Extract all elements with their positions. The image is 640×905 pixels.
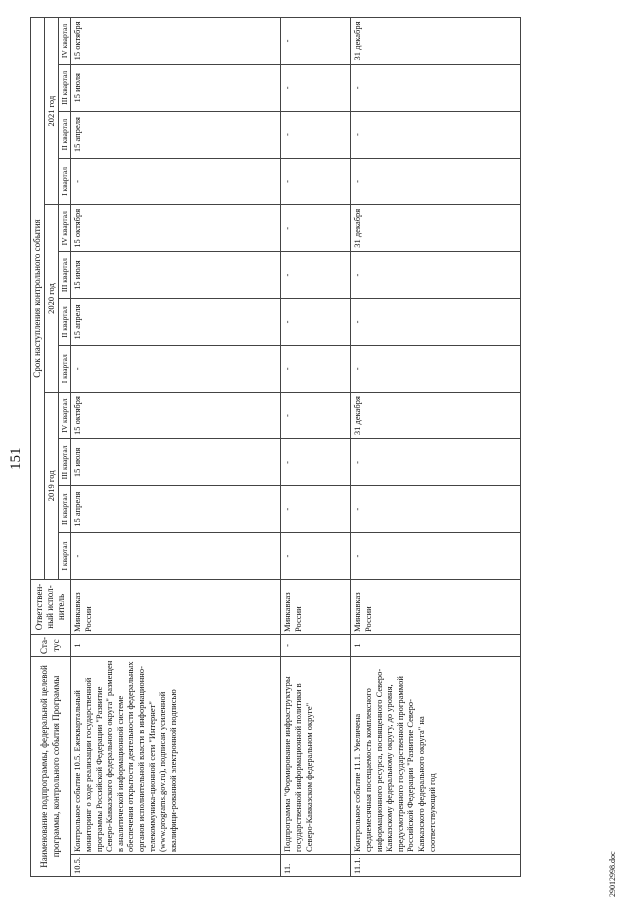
row-name: Подпрограмма "Формирование инфраструктуры государственной информационной политики в Северо-Кавказском федеральном округе" — [281, 656, 351, 854]
row-number: 11.1. — [351, 855, 521, 877]
row-quarter-value: - — [281, 392, 351, 439]
row-quarter-value: - — [351, 111, 521, 158]
row-quarter-value: 15 июля — [71, 252, 281, 299]
row-quarter-value: 15 апреля — [71, 299, 281, 346]
row-quarter-value: - — [281, 439, 351, 486]
row-quarter-value: - — [281, 345, 351, 392]
header-quarter: I квартал — [58, 158, 70, 205]
header-quarter: II квартал — [58, 299, 70, 346]
header-quarter: III квартал — [58, 64, 70, 111]
header-name: Наименование подпрограммы, федеральной целевой программы, контрольного события Программы — [31, 656, 71, 876]
table-row — [351, 18, 521, 877]
row-quarter-value: 15 июля — [71, 64, 281, 111]
row-quarter-value: 31 декабря — [351, 392, 521, 439]
row-quarter-value: 15 октября — [71, 205, 281, 252]
header-quarter: IV квартал — [58, 205, 70, 252]
table-row — [71, 18, 281, 877]
header-quarter: I квартал — [58, 533, 70, 580]
row-quarter-value: - — [281, 18, 351, 65]
row-quarter-value: - — [71, 533, 281, 580]
row-quarter-value: - — [351, 486, 521, 533]
row-quarter-value: - — [281, 64, 351, 111]
document-id: 29012998.doc — [608, 851, 617, 897]
row-quarter-value: - — [281, 158, 351, 205]
row-quarter-value: - — [281, 486, 351, 533]
row-quarter-value: - — [71, 345, 281, 392]
header-deadline: Срок наступления контрольного события — [31, 18, 45, 580]
row-quarter-value: - — [351, 64, 521, 111]
row-quarter-value: - — [351, 252, 521, 299]
header-quarter: III квартал — [58, 439, 70, 486]
row-quarter-value: - — [281, 111, 351, 158]
row-quarter-value: - — [281, 299, 351, 346]
row-name: Контрольное событие 11.1. Увеличена среднемесячная посещаемость комплексного информационного ресурса, посвященного Северо-Кавказскому федеральному округу, до уровня, предусмотренного государственной программой Российской Федерации "Развитие Северо-Кавказского федерального округа" на соответствующий год — [351, 656, 521, 854]
header-quarter: II квартал — [58, 486, 70, 533]
header-year-2020: 2020 год — [45, 205, 59, 392]
row-quarter-value: 15 апреля — [71, 111, 281, 158]
header-status: Ста-тус — [31, 634, 71, 656]
row-number: 11. — [281, 855, 351, 877]
row-quarter-value: 31 декабря — [351, 205, 521, 252]
row-responsible: Минкавказ России — [281, 579, 351, 634]
row-name: Контрольное событие 10.5. Ежеквартальный мониторинг о ходе реализации государственной программы Российской Федерации "Развитие Северо-Кавказского федерального округа" размещен в аналитической информационной системе обеспечения открытости деятельности федеральных органов исполнительной власти в информационно-телекоммуника-ционной сети "Интернет" (www.programs.gov.ru), подписан усиленной квалифици-рованной электронной подписью — [71, 656, 281, 854]
header-quarter: II квартал — [58, 111, 70, 158]
header-quarter: IV квартал — [58, 18, 70, 65]
row-status: 1 — [71, 634, 281, 656]
control-events-table — [30, 17, 521, 877]
row-responsible: Минкавказ России — [351, 579, 521, 634]
row-responsible: Минкавказ России — [71, 579, 281, 634]
row-number: 10.5. — [71, 855, 281, 877]
row-quarter-value: - — [351, 158, 521, 205]
row-quarter-value: - — [281, 533, 351, 580]
table-row — [281, 18, 351, 877]
row-quarter-value: - — [351, 439, 521, 486]
header-quarter: I квартал — [58, 345, 70, 392]
header-year-2019: 2019 год — [45, 392, 59, 579]
page-number: 151 — [8, 447, 24, 470]
row-quarter-value: 15 октября — [71, 392, 281, 439]
row-quarter-value: 15 июля — [71, 439, 281, 486]
row-quarter-value: 15 апреля — [71, 486, 281, 533]
row-quarter-value: - — [351, 299, 521, 346]
row-quarter-value: 15 октября — [71, 18, 281, 65]
header-quarter: IV квартал — [58, 392, 70, 439]
header-quarter: III квартал — [58, 252, 70, 299]
row-quarter-value: - — [281, 205, 351, 252]
row-quarter-value: - — [351, 345, 521, 392]
row-quarter-value: - — [71, 158, 281, 205]
row-quarter-value: 31 декабря — [351, 18, 521, 65]
row-quarter-value: - — [281, 252, 351, 299]
row-quarter-value: - — [351, 533, 521, 580]
row-status: - — [281, 634, 351, 656]
row-status: 1 — [351, 634, 521, 656]
header-year-2021: 2021 год — [45, 18, 59, 205]
header-responsible: Ответствен-ный испол-нитель — [31, 579, 71, 634]
